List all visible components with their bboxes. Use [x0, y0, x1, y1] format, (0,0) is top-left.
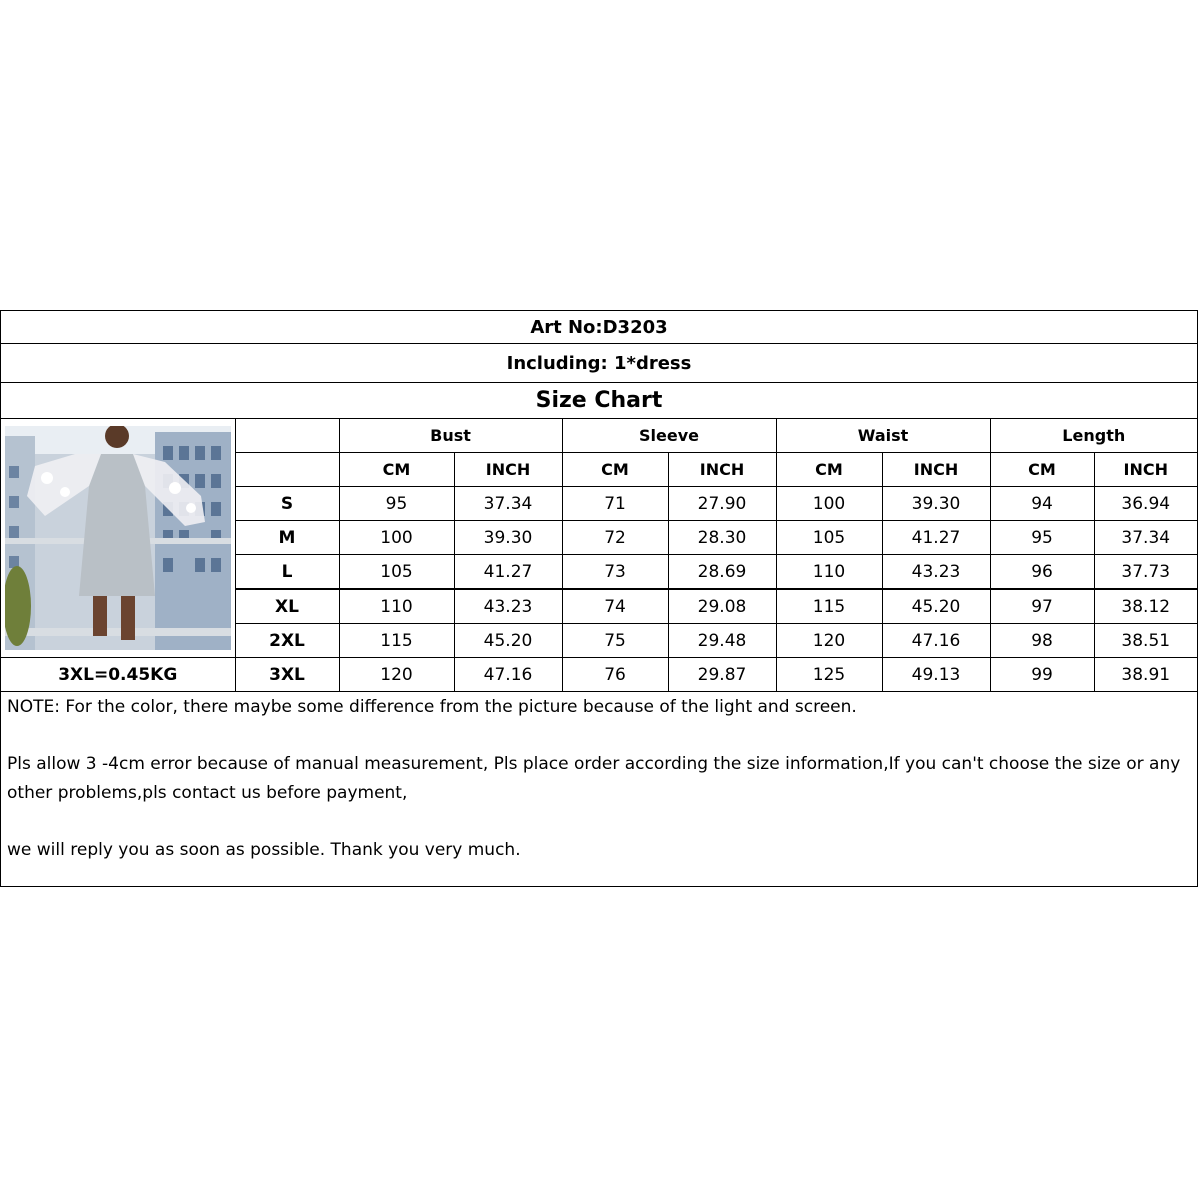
header-bust: Bust — [339, 419, 562, 453]
measurement-header-row — [1, 419, 1197, 453]
size-label: 2XL — [235, 624, 339, 658]
value-cell: 125 — [776, 658, 882, 692]
dress-model-image — [5, 426, 231, 650]
table-row — [1, 658, 1197, 692]
value-cell: 73 — [562, 555, 668, 590]
value-cell: 43.23 — [882, 555, 990, 590]
value-cell: 115 — [776, 589, 882, 624]
value-cell: 43.23 — [454, 589, 562, 624]
value-cell: 39.30 — [454, 521, 562, 555]
value-cell: 71 — [562, 487, 668, 521]
size-table — [1, 419, 1197, 692]
art-number: Art No:D3203 — [1, 311, 1197, 344]
corner-cell — [235, 453, 339, 487]
value-cell: 72 — [562, 521, 668, 555]
value-cell: 37.73 — [1094, 555, 1197, 590]
value-cell: 41.27 — [454, 555, 562, 590]
value-cell: 38.51 — [1094, 624, 1197, 658]
header-waist: Waist — [776, 419, 990, 453]
value-cell: 120 — [776, 624, 882, 658]
size-label: S — [235, 487, 339, 521]
value-cell: 38.91 — [1094, 658, 1197, 692]
value-cell: 29.48 — [668, 624, 776, 658]
value-cell: 105 — [776, 521, 882, 555]
header-sleeve: Sleeve — [562, 419, 776, 453]
corner-cell — [235, 419, 339, 453]
size-label: XL — [235, 589, 339, 624]
unit-cell: CM — [339, 453, 454, 487]
value-cell: 98 — [990, 624, 1094, 658]
value-cell: 110 — [776, 555, 882, 590]
unit-cell: INCH — [882, 453, 990, 487]
value-cell: 100 — [776, 487, 882, 521]
value-cell: 47.16 — [882, 624, 990, 658]
chart-title: Size Chart — [1, 383, 1197, 419]
reply-note: we will reply you as soon as possible. Thank you very much. — [7, 840, 521, 860]
value-cell: 120 — [339, 658, 454, 692]
value-cell: 99 — [990, 658, 1094, 692]
value-cell: 74 — [562, 589, 668, 624]
value-cell: 36.94 — [1094, 487, 1197, 521]
value-cell: 37.34 — [454, 487, 562, 521]
value-cell: 29.87 — [668, 658, 776, 692]
including-line: Including: 1*dress — [1, 344, 1197, 383]
value-cell: 49.13 — [882, 658, 990, 692]
unit-cell: CM — [562, 453, 668, 487]
value-cell: 45.20 — [882, 589, 990, 624]
value-cell: 28.69 — [668, 555, 776, 590]
value-cell: 95 — [339, 487, 454, 521]
color-note: NOTE: For the color, there maybe some difference from the picture because of the light and screen. — [7, 697, 857, 717]
value-cell: 75 — [562, 624, 668, 658]
unit-cell: CM — [776, 453, 882, 487]
header-length: Length — [990, 419, 1197, 453]
value-cell: 27.90 — [668, 487, 776, 521]
notes-section — [1, 693, 1197, 865]
value-cell: 47.16 — [454, 658, 562, 692]
product-photo — [1, 419, 235, 658]
value-cell: 29.08 — [668, 589, 776, 624]
size-label: 3XL — [235, 658, 339, 692]
size-chart-sheet — [0, 310, 1198, 887]
value-cell: 94 — [990, 487, 1094, 521]
value-cell: 100 — [339, 521, 454, 555]
value-cell: 95 — [990, 521, 1094, 555]
size-label: L — [235, 555, 339, 590]
value-cell: 96 — [990, 555, 1094, 590]
value-cell: 97 — [990, 589, 1094, 624]
unit-cell: INCH — [454, 453, 562, 487]
value-cell: 105 — [339, 555, 454, 590]
unit-cell: CM — [990, 453, 1094, 487]
weight-label: 3XL=0.45KG — [1, 658, 235, 692]
value-cell: 39.30 — [882, 487, 990, 521]
value-cell: 38.12 — [1094, 589, 1197, 624]
value-cell: 76 — [562, 658, 668, 692]
unit-cell: INCH — [1094, 453, 1197, 487]
value-cell: 41.27 — [882, 521, 990, 555]
unit-cell: INCH — [668, 453, 776, 487]
value-cell: 110 — [339, 589, 454, 624]
value-cell: 45.20 — [454, 624, 562, 658]
size-label: M — [235, 521, 339, 555]
value-cell: 115 — [339, 624, 454, 658]
value-cell: 28.30 — [668, 521, 776, 555]
measurement-note: Pls allow 3 -4cm error because of manual measurement, Pls place order according the size information,If you can't choose the size or any other problems,pls contact us before payment, — [7, 754, 1181, 803]
value-cell: 37.34 — [1094, 521, 1197, 555]
